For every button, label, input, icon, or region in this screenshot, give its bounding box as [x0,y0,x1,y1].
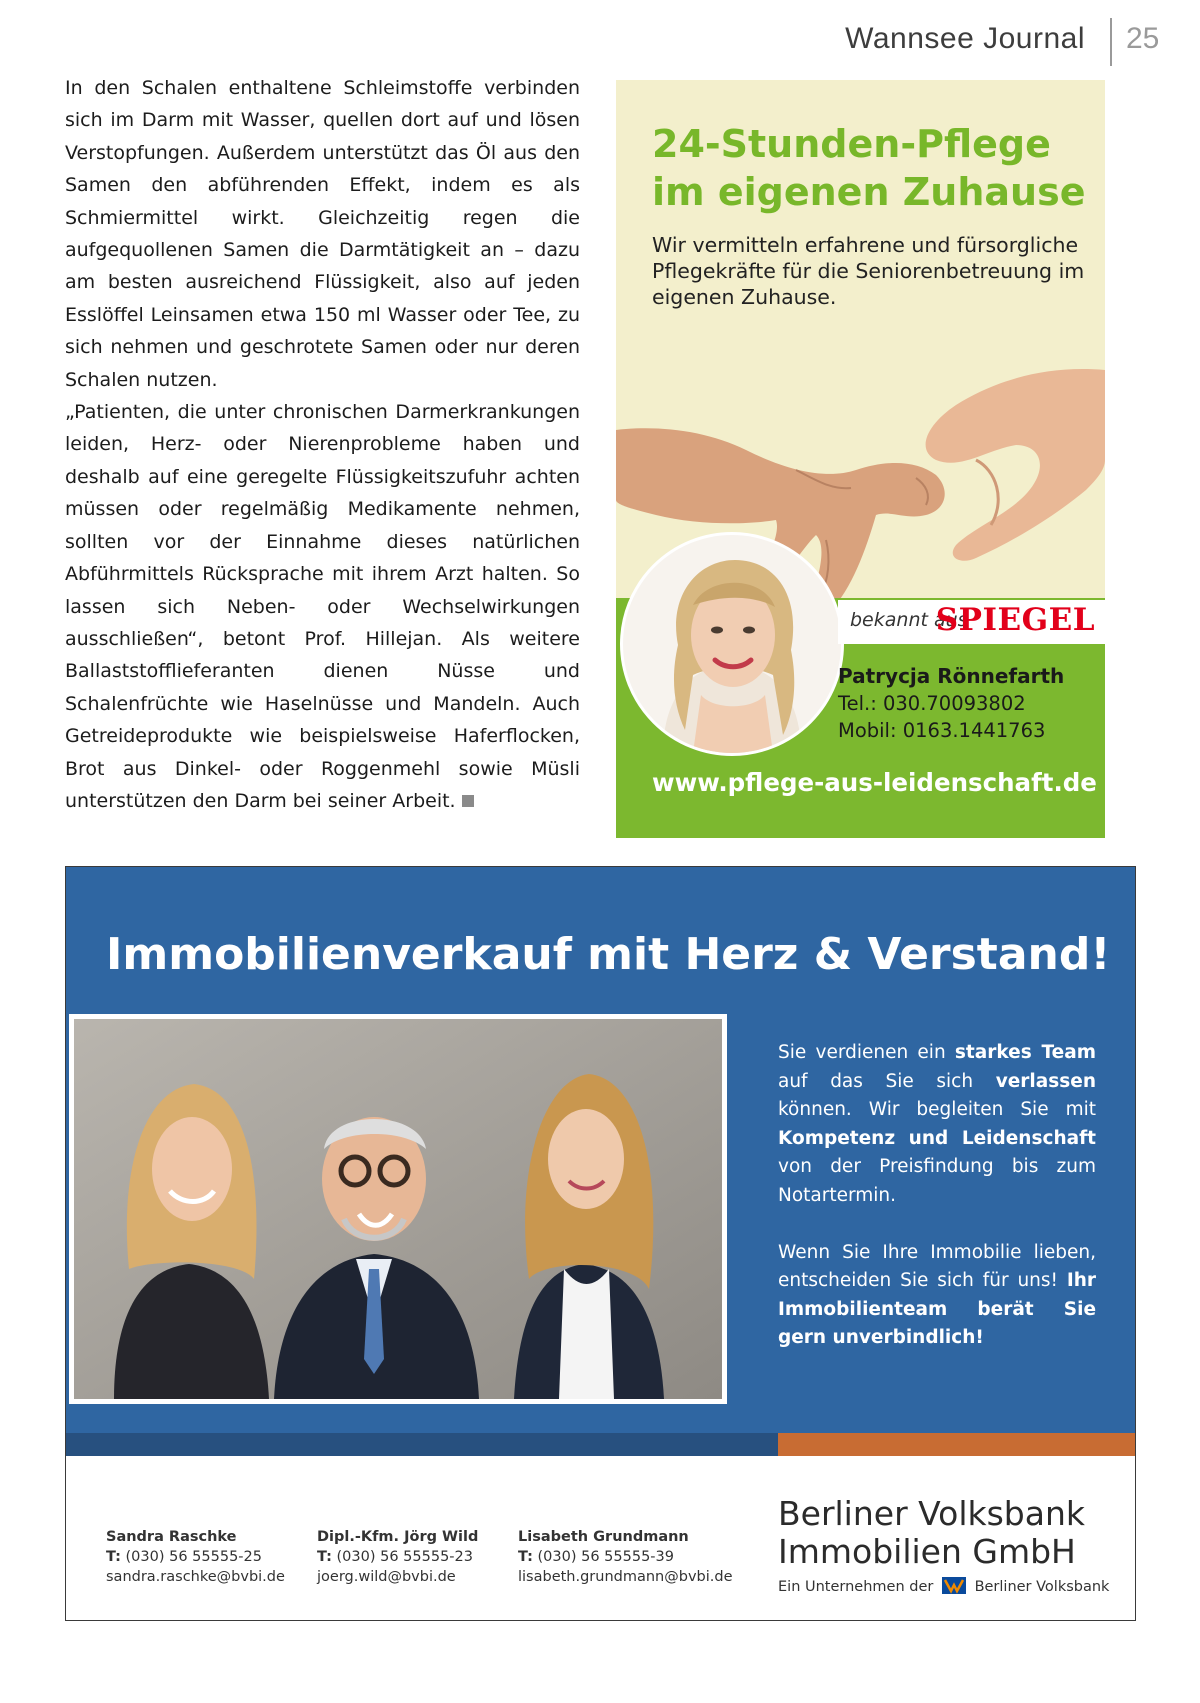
care-ad-headline-line2: im eigenen Zuhause [652,170,1086,214]
page-header [0,18,1200,68]
realty-copy [778,1039,1096,1381]
known-from-text: bekannt aus [850,609,968,631]
contact-mobile[interactable]: Mobil: 0163.1441763 [838,719,1046,742]
realty-copy-text: können. Wir begleiten Sie mit [778,1099,1096,1121]
phone-number: (030) 56 55555-39 [532,1549,674,1565]
care-contact-block [838,663,1100,744]
press-badge [838,600,1105,644]
care-ad-headline [652,120,1092,216]
realty-copy-text: auf das Sie sich [778,1070,996,1092]
realty-contact-phone[interactable] [518,1547,733,1567]
realty-contact-card [518,1527,733,1587]
realty-contact-email[interactable]: joerg.wild@bvbi.de [317,1569,456,1585]
realty-contact-email[interactable]: sandra.raschke@bvbi.de [106,1569,285,1585]
company-parent-line [778,1577,1118,1595]
journal-title: Wannsee Journal [845,22,1085,55]
divider-bar-blue [66,1433,778,1456]
company-logo [778,1495,1118,1595]
team-photo [69,1014,727,1404]
article-paragraph: In den Schalen enthaltene Schleimstoffe verbinden sich im Darm mit Wasser, quellen dort auf und lösen Verstopfungen. Außerdem unterstützt das Öl aus den Samen den abführenden Effekt, indem es als Schmiermittel wirkt. Gleichzeitig regen die aufgequollenen Samen die Darmtätigkeit an – dazu am besten ausreichend Flüssigkeit, also auf jeden Esslöffel Leinsamen etwa 150 ml Wasser oder Tee, zu sich nehmen und geschrotete Samen oder nur deren Schalen nutzen. [65,77,580,391]
divider-bar-orange [778,1433,1135,1456]
company-name-line2: Immobilien GmbH [778,1532,1076,1571]
realty-copy-emphasis: Ihr Immobilienteam berät Sie gern unverbindlich! [778,1270,1096,1349]
phone-label: T: [106,1549,121,1565]
realty-copy-emphasis: Kompetenz und Leidenschaft [778,1127,1096,1149]
realty-copy-emphasis: verlassen [995,1070,1096,1092]
article-body [65,72,580,817]
realty-copy-text: Wenn Sie Ihre Immobilie lieben, entscheiden Sie sich für uns! [778,1241,1096,1292]
care-ad-headline-line1: 24-Stunden-Pflege [652,122,1051,166]
phone-number: (030) 56 55555-23 [331,1549,473,1565]
realty-contact-phone[interactable] [106,1547,285,1567]
article-paragraph [65,396,580,817]
realty-contact-email[interactable]: lisabeth.grundmann@bvbi.de [518,1569,733,1585]
realty-headline: Immobilienverkauf mit Herz & Verstand! [106,929,1111,980]
realty-contact-phone[interactable] [317,1547,478,1567]
company-parent-name: Berliner Volksbank [974,1579,1110,1595]
article-paragraph-text: „Patienten, die unter chronischen Darmerkrankungen leiden, Herz- oder Nierenprobleme haben und deshalb auf eine geregelte Flüssigkeitszufuhr achten müssen oder regelmäßig Medikamente nehmen, sollten vor der Einnahme dieses natürlichen Abführmittels Rücksprache mit ihrem Arzt halten. So lassen sich Neben- oder Wechselwirkungen ausschließen“, betont Prof. Hillejan. Als weitere Ballaststofflieferanten dienen Nüsse und Schalenfrüchte wie Haselnüsse und Mandeln. Auch Getreideprodukte wie beispielsweise Haferflocken, Brot aus Dinkel- oder Roggenmehl sowie Müsli unterstützen den Darm bei seiner Arbeit. [65,401,580,812]
realty-copy-text: Sie verdienen ein [778,1042,955,1063]
company-parent-prefix: Ein Unternehmen der [778,1579,934,1595]
realty-copy-paragraph-2 [778,1239,1096,1353]
phone-label: T: [518,1549,533,1565]
realty-advertisement[interactable] [65,866,1136,1621]
care-advertisement[interactable] [616,80,1105,838]
realty-contact-name: Lisabeth Grundmann [518,1529,689,1545]
realty-contact-name: Sandra Raschke [106,1529,237,1545]
realty-contact-card [106,1527,285,1587]
realty-copy-text: von der Preisfindung bis zum Notartermin. [778,1156,1096,1206]
end-of-article-mark [462,795,474,807]
realty-contact-name: Dipl.-Kfm. Jörg Wild [317,1529,479,1545]
spiegel-logo: SPIEGEL [935,602,1095,638]
phone-number: (030) 56 55555-25 [120,1549,262,1565]
contact-phone[interactable]: Tel.: 030.70093802 [838,692,1026,715]
phone-label: T: [317,1549,332,1565]
care-contact-portrait [620,532,844,756]
realty-contact-card [317,1527,478,1587]
realty-copy-paragraph-1 [778,1039,1096,1211]
contact-name: Patrycja Rönnefarth [838,664,1065,688]
realty-copy-emphasis: starkes Team [954,1042,1096,1063]
page-number: 25 [1126,22,1160,55]
company-name-line1: Berliner Volksbank [778,1494,1085,1533]
volksbank-logo-icon [942,1577,966,1594]
care-ad-subtext: Wir vermitteln erfahrene und fürsorgliche Pflegekräfte für die Seniorenbetreuung im eigenen Zuhause. [652,233,1085,309]
care-website-link[interactable]: www.pflege-aus-leidenschaft.de [652,768,1097,797]
header-divider [1110,18,1112,66]
